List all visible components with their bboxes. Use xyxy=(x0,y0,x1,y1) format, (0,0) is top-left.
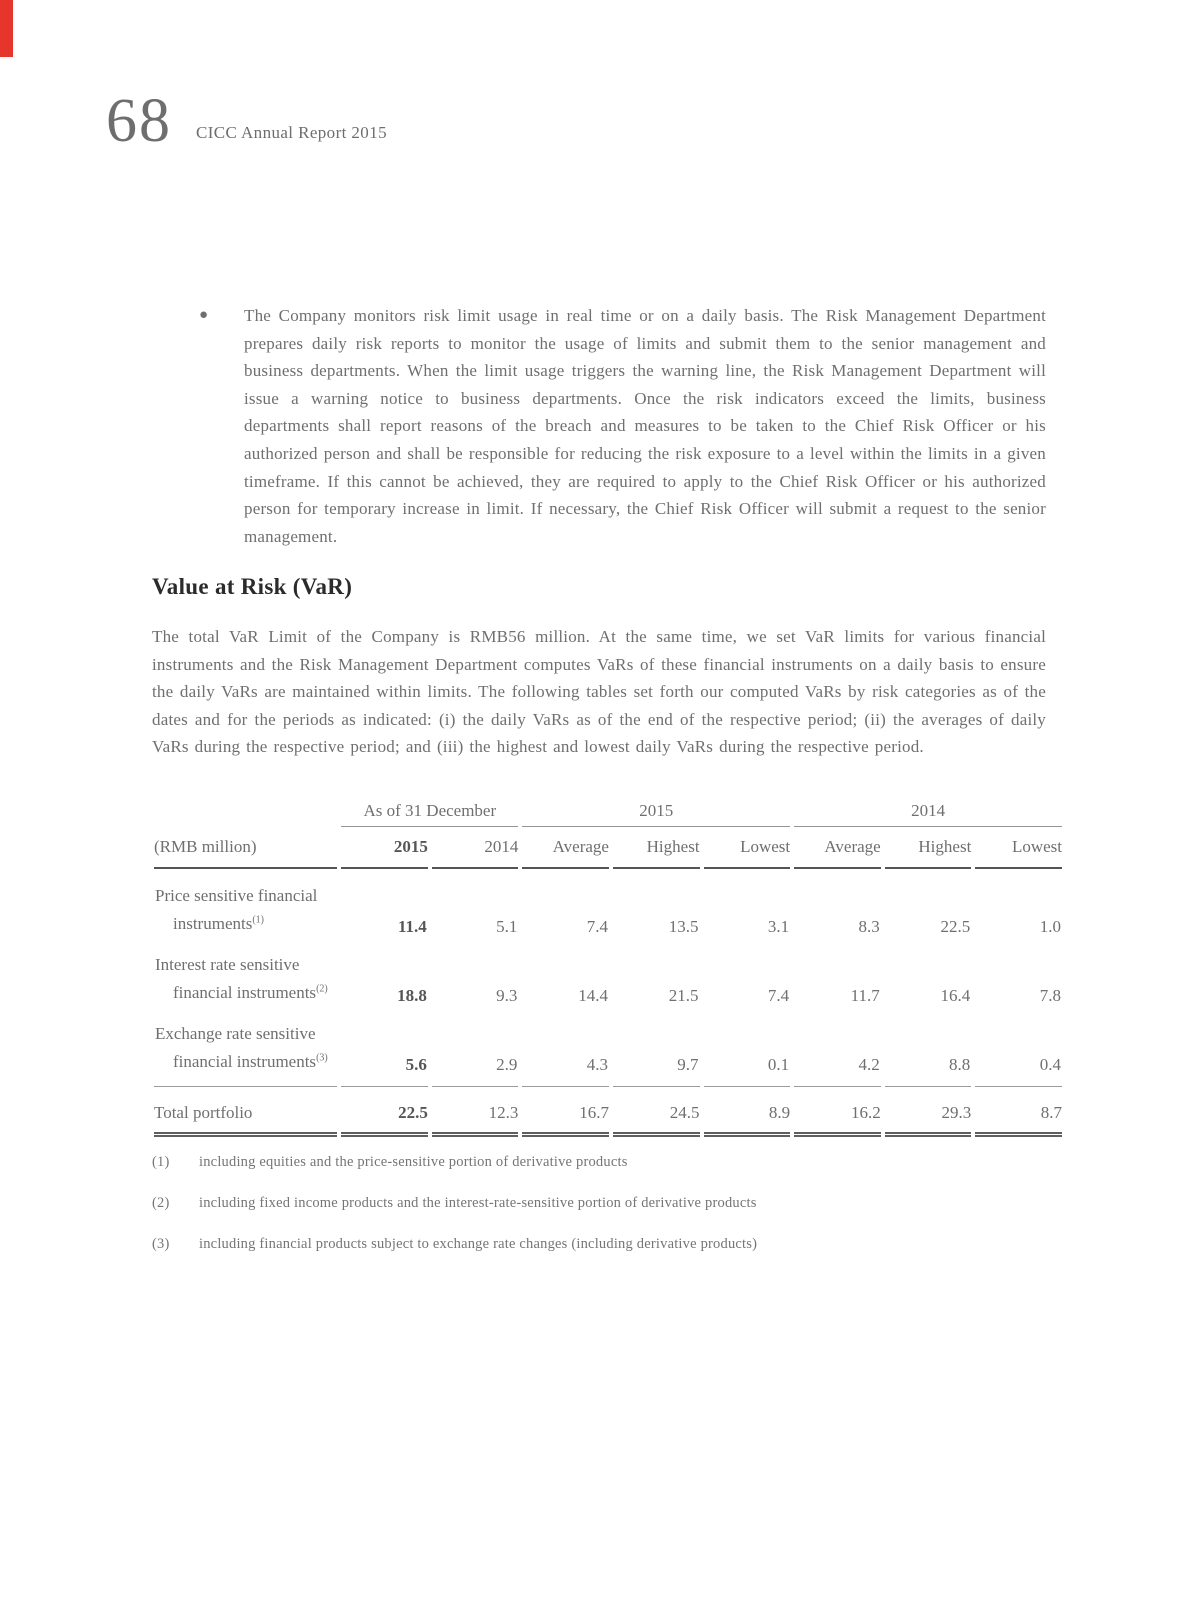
col-header-2015: 2015 xyxy=(341,827,428,869)
col-header-lowest-2015: Lowest xyxy=(704,827,791,869)
cell-value: 5.6 xyxy=(341,1007,428,1087)
cell-value: 4.2 xyxy=(794,1007,881,1087)
cell-value: 7.8 xyxy=(1039,986,1061,1005)
cell-value: 21.5 xyxy=(668,986,699,1005)
cell-value: 0.4 xyxy=(975,1007,1062,1087)
col-header-highest-2014: Highest xyxy=(885,827,972,869)
row-label: Exchange rate sensitive financial instruments$^{(3)}$ xyxy=(154,1007,337,1087)
footnote-1 xyxy=(152,1154,1046,1171)
footnote-text: including fixed income products and the interest-rate-sensitive portion of derivative products xyxy=(199,1195,757,1211)
footnote-2 xyxy=(152,1195,1046,1212)
table-group-header-row xyxy=(154,800,1062,827)
cell-value: 14.4 xyxy=(578,986,608,1005)
footnote-number: (2) xyxy=(152,1195,170,1211)
footnote-number: (3) xyxy=(152,1236,170,1252)
bullet-icon: ● xyxy=(199,307,209,323)
cell-value: 12.3 xyxy=(432,1087,519,1137)
cell-value: 29.3 xyxy=(885,1087,972,1137)
cell-value: 8.3 xyxy=(858,917,880,936)
cell-value: 7.4 xyxy=(767,986,790,1005)
footnote-text: including equities and the price-sensitive portion of derivative products xyxy=(199,1154,628,1170)
footnote-ref-1: (1) xyxy=(252,913,265,925)
col-header-highest-2015: Highest xyxy=(613,827,700,869)
cell-value: 4.3 xyxy=(522,1007,609,1087)
cell-value: 2.9 xyxy=(432,1007,519,1087)
row-label: Price sensitive financial instruments$^{(1)}$ xyxy=(155,886,318,933)
footnote-ref-3: (3) xyxy=(316,1051,328,1063)
section-heading-var: Value at Risk (VaR) xyxy=(152,574,353,599)
var-intro-paragraph: The total VaR Limit of the Company is RMB56 million. At the same time, we set VaR limits for various financial instruments and the Risk Management Department computes VaRs of these financial instruments on a daily basis to ensure the daily VaRs are maintained within limits. The following tables set forth our computed VaRs by risk categories as of the dates and for the periods as indicated: (i) the daily VaRs as of the end of the respective period; (ii) the averages of daily VaRs during the respective period; and (iii) the highest and lowest daily VaRs during the respective period. xyxy=(152,627,1046,757)
cell-value: 16.2 xyxy=(794,1087,881,1137)
cell-value: 0.1 xyxy=(704,1007,791,1087)
cell-value: 22.5 xyxy=(940,917,971,936)
group-header-2015: 2015 xyxy=(522,800,790,827)
page-edge-accent-bar xyxy=(0,0,13,57)
var-table xyxy=(150,800,1066,1137)
cell-value: 8.8 xyxy=(885,1007,972,1087)
page-number: 68 xyxy=(106,87,172,155)
risk-limit-bullet-item xyxy=(199,302,1046,550)
cell-value: 24.5 xyxy=(613,1087,700,1137)
cell-value: 11.7 xyxy=(850,986,880,1005)
cell-value: 9.7 xyxy=(613,1007,700,1087)
cell-value: 18.8 xyxy=(397,986,427,1005)
footnote-ref-2: (2) xyxy=(316,982,328,994)
cell-value: 8.9 xyxy=(704,1087,791,1137)
cell-value: 8.7 xyxy=(975,1087,1062,1137)
footnote-text: including financial products subject to exchange rate changes (including derivative products) xyxy=(199,1236,758,1252)
table-row-price-sensitive xyxy=(154,869,1062,938)
col-header-average-2015: Average xyxy=(522,827,609,869)
cell-value: 16.4 xyxy=(940,986,971,1005)
table-row-interest-rate-sensitive xyxy=(154,938,1062,1007)
col-header-average-2014: Average xyxy=(794,827,881,869)
row-label: Interest rate sensitive financial instruments$^{(2)}$ xyxy=(155,955,328,1002)
cell-value: 1.0 xyxy=(1039,917,1061,936)
report-title: CICC Annual Report 2015 xyxy=(196,123,388,142)
row-label: Total portfolio xyxy=(154,1087,337,1137)
cell-value: 7.4 xyxy=(586,917,608,936)
cell-value: 3.1 xyxy=(767,917,790,936)
footnote-3 xyxy=(152,1236,1046,1253)
unit-label: (RMB million) xyxy=(154,827,337,869)
group-header-spacer xyxy=(154,800,337,827)
table-column-header-row xyxy=(154,827,1062,869)
cell-value: 9.3 xyxy=(496,986,518,1005)
table-row-total-portfolio xyxy=(154,1087,1062,1137)
cell-value: 13.5 xyxy=(668,917,699,936)
cell-value: 5.1 xyxy=(496,917,518,936)
cell-value: 11.4 xyxy=(398,917,427,936)
footnotes xyxy=(152,1154,1046,1277)
cell-value: 16.7 xyxy=(522,1087,609,1137)
col-header-lowest-2014: Lowest xyxy=(975,827,1062,869)
table-row-exchange-rate-sensitive xyxy=(154,1007,1062,1087)
risk-limit-paragraph: The Company monitors risk limit usage in real time or on a daily basis. The Risk Management Department prepares daily risk reports to monitor the usage of limits and submit them to the senior management and business departments. When the limit usage triggers the warning line, the Risk Management Department will issue a warning notice to business departments. Once the risk indicators exceed the limits, business departments shall report reasons of the breach and measures to be taken to the Chief Risk Officer or his authorized person and shall be responsible for reducing the risk exposure to a level within the limits in a given timeframe. If this cannot be achieved, they are required to apply to the Chief Risk Officer or his authorized person for temporary increase in limit. If necessary, the Chief Risk Officer will submit a request to the senior management. xyxy=(244,306,1046,546)
group-header-as-of-31-december: As of 31 December xyxy=(341,800,518,827)
cell-value: 22.5 xyxy=(341,1087,428,1137)
col-header-2014: 2014 xyxy=(432,827,519,869)
footnote-number: (1) xyxy=(152,1154,170,1170)
group-header-2014: 2014 xyxy=(794,800,1062,827)
